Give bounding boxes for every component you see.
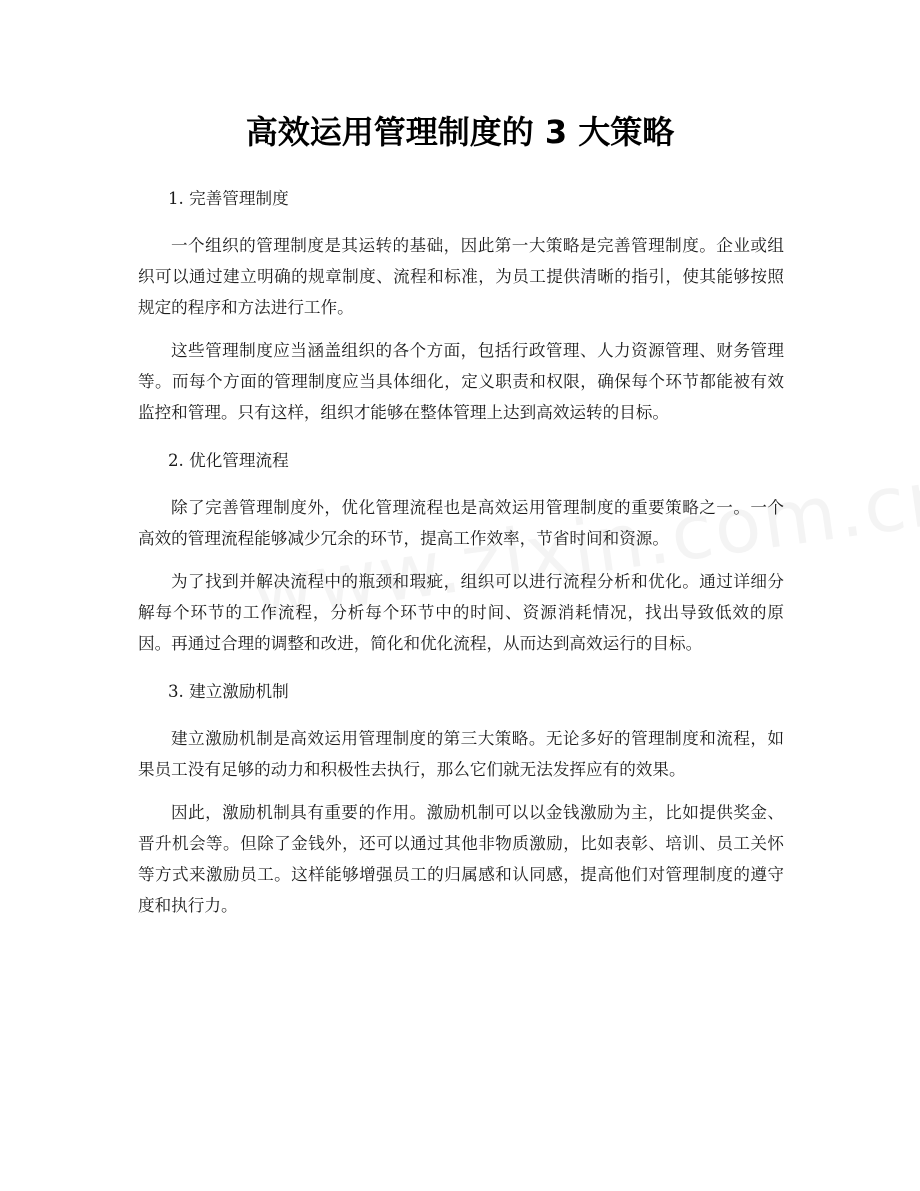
section-3 <box>138 671 784 921</box>
paragraph: 一个组织的管理制度是其运转的基础，因此第一大策略是完善管理制度。企业或组织可以通过建立明确的规章制度、流程和标准，为员工提供清晰的指引，使其能够按照规定的程序和方法进行工作。 <box>138 236 784 317</box>
paragraph: 除了完善管理制度外，优化管理流程也是高效运用管理制度的重要策略之一。一个高效的管理流程能够减少冗余的环节，提高工作效率，节省时间和资源。 <box>138 498 784 548</box>
document-title: 高效运用管理制度的 3 大策略 <box>245 113 675 151</box>
paragraph: 这些管理制度应当涵盖组织的各个方面，包括行政管理、人力资源管理、财务管理等。而每个方面的管理制度应当具体细化，定义职责和权限，确保每个环节都能被有效监控和管理。只有这样，组织才能够在整体管理上达到高效运转的目标。 <box>138 341 784 422</box>
paragraph: 建立激励机制是高效运用管理制度的第三大策略。无论多好的管理制度和流程，如果员工没有足够的动力和积极性去执行，那么它们就无法发挥应有的效果。 <box>138 729 784 779</box>
section-1 <box>138 178 784 440</box>
section-2 <box>138 440 784 671</box>
paragraph: 为了找到并解决流程中的瓶颈和瑕疵，组织可以进行流程分析和优化。通过详细分解每个环节的工作流程，分析每个环节中的时间、资源消耗情况，找出导致低效的原因。再通过合理的调整和改进，简化和优化流程，从而达到高效运行的目标。 <box>138 572 784 653</box>
paragraph: 因此，激励机制具有重要的作用。激励机制可以以金钱激励为主，比如提供奖金、晋升机会等。但除了金钱外，还可以通过其他非物质激励，比如表彰、培训、员工关怀等方式来激励员工。这样能够增强员工的归属感和认同感，提高他们对管理制度的遵守度和执行力。 <box>138 803 784 915</box>
section-heading: 1. 完善管理制度 <box>168 189 289 208</box>
section-heading: 3. 建立激励机制 <box>168 682 289 701</box>
section-heading: 2. 优化管理流程 <box>168 451 289 470</box>
document-body <box>138 178 784 921</box>
